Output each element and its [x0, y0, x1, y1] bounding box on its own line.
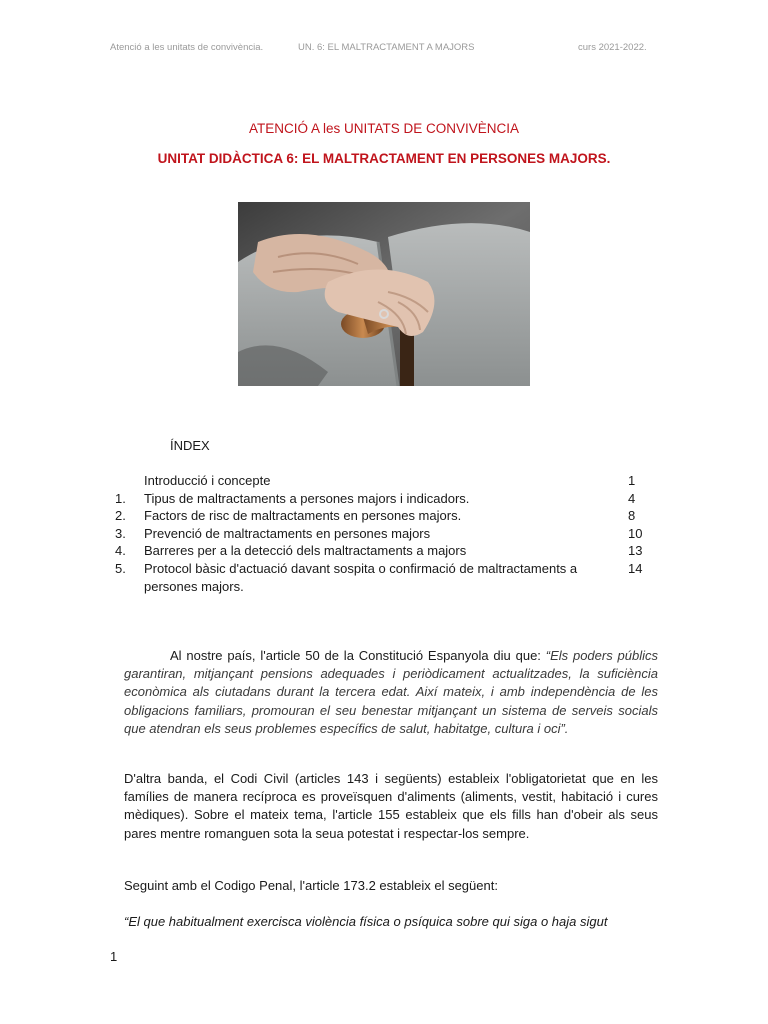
toc-item — [110, 542, 650, 560]
paragraph-penal-code: Seguint amb el Codigo Penal, l'article 173.2 estableix el següent: — [124, 878, 498, 893]
page-number: 1 — [110, 949, 118, 964]
constitution-quote: “Els poders públics garantiran, mitjançant pensions adequades i periòdicament actualitzades, la suficiència econòmica als ciutadans durant la tercera edat. Així mateix, i amb independència de les obligacions familiars, promouran el seu benestar mitjançant un sistema de serveis socials que atendran els seus problemes específics de salut, habitatge, cultura i oci”. — [124, 648, 659, 736]
document-title: ATENCIÓ A les UNITATS DE CONVIVÈNCIA — [248, 121, 520, 136]
toc-item — [110, 472, 650, 490]
toc-item-label: Factors de risc de maltractaments en persones majors. — [144, 508, 462, 524]
header-unit-title: UN. 6: EL MALTRACTAMENT A MAJORS — [298, 42, 475, 53]
toc-item-number: 4. — [115, 543, 126, 559]
paragraph-civil-code: D'altra banda, el Codi Civil (articles 143 i següents) estableix l'obligatorietat que en les famílies de manera recíproca es proveïsquen d'aliments (aliments, vestit, habitació i cures mèdiques). Sobre el mateix tema, l'article 155 estableix que els fills han d'obeir als seus pares mentre romanguen sota la seua potestat i respectar-los sempre. — [124, 771, 658, 841]
hands-on-cane-photo — [238, 202, 530, 386]
toc-item — [110, 507, 650, 525]
toc-item-page: 10 — [628, 525, 643, 541]
toc-item-label: Prevenció de maltractaments en persones majors — [144, 525, 431, 541]
toc-item-page: 4 — [628, 490, 636, 506]
toc-item — [110, 560, 650, 595]
header-course-title: Atenció a les unitats de convivència. — [110, 42, 264, 53]
toc-item-label: Protocol bàsic d'actuació davant sospita o confirmació de maltractaments a persones majors. — [144, 560, 578, 594]
penal-code-quote: “El que habitualment exercisca violència física o psíquica sobre qui siga o haja sigut — [124, 914, 608, 929]
paragraph-text: Al nostre país, l'article 50 de la Constitució Espanyola diu que: — [170, 648, 546, 663]
table-of-contents — [110, 472, 650, 595]
toc-item-label: Tipus de maltractaments a persones majors i indicadors. — [144, 490, 470, 506]
toc-item-page: 13 — [628, 543, 643, 559]
toc-item-number: 1. — [115, 490, 126, 506]
index-heading: ÍNDEX — [170, 438, 210, 453]
photo-illustration — [238, 202, 530, 386]
toc-item-label: Introducció i concepte — [144, 473, 271, 488]
toc-item-number: 2. — [115, 508, 126, 524]
header-school-year: curs 2021-2022. — [578, 42, 647, 53]
toc-item-page: 14 — [628, 560, 643, 576]
toc-item-number: 3. — [115, 525, 126, 541]
toc-item-page: 1 — [628, 473, 636, 488]
toc-item-page: 8 — [628, 508, 636, 524]
toc-item-number: 5. — [115, 560, 126, 576]
paragraph-constitution — [124, 647, 658, 738]
toc-item — [110, 525, 650, 543]
unit-title: UNITAT DIDÀCTICA 6: EL MALTRACTAMENT EN PERSONES MAJORS. — [157, 151, 611, 166]
toc-item-label: Barreres per a la detecció dels maltractaments a majors — [144, 543, 467, 559]
toc-item — [110, 490, 650, 508]
